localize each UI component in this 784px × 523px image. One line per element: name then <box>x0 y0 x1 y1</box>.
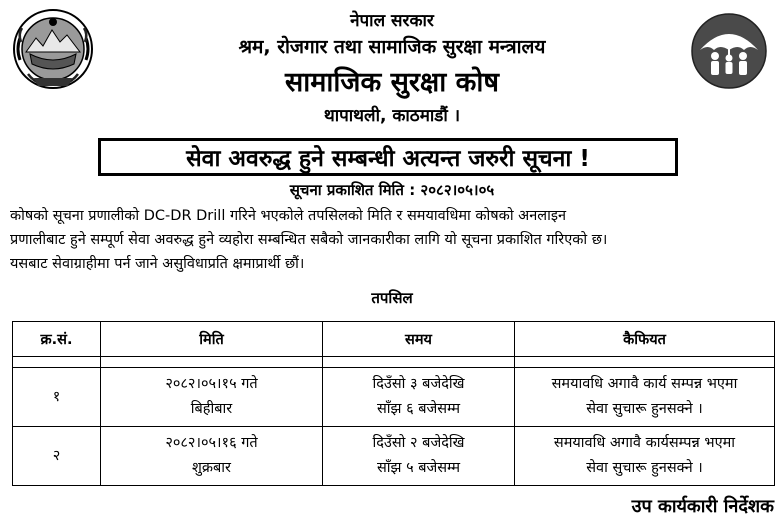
cell-serial: २ <box>13 427 101 486</box>
cell-date-line: २०८२।०५।१६ गते <box>165 435 258 451</box>
notice-body-line: प्रणालीबाट हुने सम्पूर्ण सेवा अवरुद्ध हुने व्यहोरा सम्बन्धित सबैको जानकारीका लागि यो सूचना प्रकाशित गरिएको छ। <box>10 232 608 248</box>
header-remarks: कैफियत <box>515 322 775 357</box>
table-header-row <box>13 322 775 357</box>
cell-time-end: साँझ ६ बजेसम्म <box>376 401 461 417</box>
government-name: नेपाल सरकार <box>350 11 434 31</box>
cell-serial: १ <box>13 368 101 427</box>
notice-body-line: यसबाट सेवाग्राहीमा पर्न जाने असुविधाप्रति क्षमाप्रार्थी छौं। <box>10 256 305 272</box>
cell-date-line: २०८२।०५।१५ गते <box>165 376 258 392</box>
office-location: थापाथली, काठमाडौं । <box>323 106 461 126</box>
header-time: समय <box>323 322 515 357</box>
cell-time-end: साँझ ५ बजेसम्म <box>376 460 461 476</box>
table-spacer <box>13 357 775 368</box>
schedule-table <box>12 321 775 486</box>
notice-body-line: कोषको सूचना प्रणालीको DC-DR Drill गरिने भएकोले तपसिलको मिति र समयावधिमा कोषको अनलाइन <box>10 208 567 224</box>
cell-time-start: दिउँसो २ बजेदेखि <box>372 435 465 451</box>
cell-remarks-line: सेवा सुचारू हुनसक्ने । <box>586 460 703 476</box>
cell-day-line: बिहीबार <box>190 401 233 417</box>
header-date: मिति <box>101 322 323 357</box>
signatory-title: उप कार्यकारी निर्देशक <box>631 496 774 517</box>
cell-time <box>323 427 515 486</box>
notice-title: सेवा अवरुद्ध हुने सम्बन्धी अत्यन्त जरुरी सूचना ! <box>98 138 678 176</box>
table-row <box>13 368 775 427</box>
header-serial: क्र.सं. <box>13 322 101 357</box>
cell-remarks-line: समयावधि अगावै कार्य सम्पन्न भएमा <box>551 376 738 392</box>
details-heading: तपसिल <box>371 289 413 307</box>
cell-remarks <box>515 427 775 486</box>
cell-date <box>101 427 323 486</box>
table-row <box>13 427 775 486</box>
cell-remarks-line: सेवा सुचारू हुनसक्ने । <box>586 401 703 417</box>
organization-name: सामाजिक सुरक्षा कोष <box>285 67 499 98</box>
cell-remarks-line: समयावधि अगावै कार्यसम्पन्न भएमा <box>553 435 736 451</box>
cell-remarks <box>515 368 775 427</box>
ministry-name: श्रम, रोजगार तथा सामाजिक सुरक्षा मन्त्रालय <box>238 36 546 58</box>
published-date: सूचना प्रकाशित मिति : २०८२।०५।०५ <box>289 181 495 199</box>
cell-time-start: दिउँसो ३ बजेदेखि <box>372 376 465 392</box>
cell-date <box>101 368 323 427</box>
cell-time <box>323 368 515 427</box>
notice-body <box>10 204 780 276</box>
cell-day-line: शुक्रबार <box>192 460 231 476</box>
